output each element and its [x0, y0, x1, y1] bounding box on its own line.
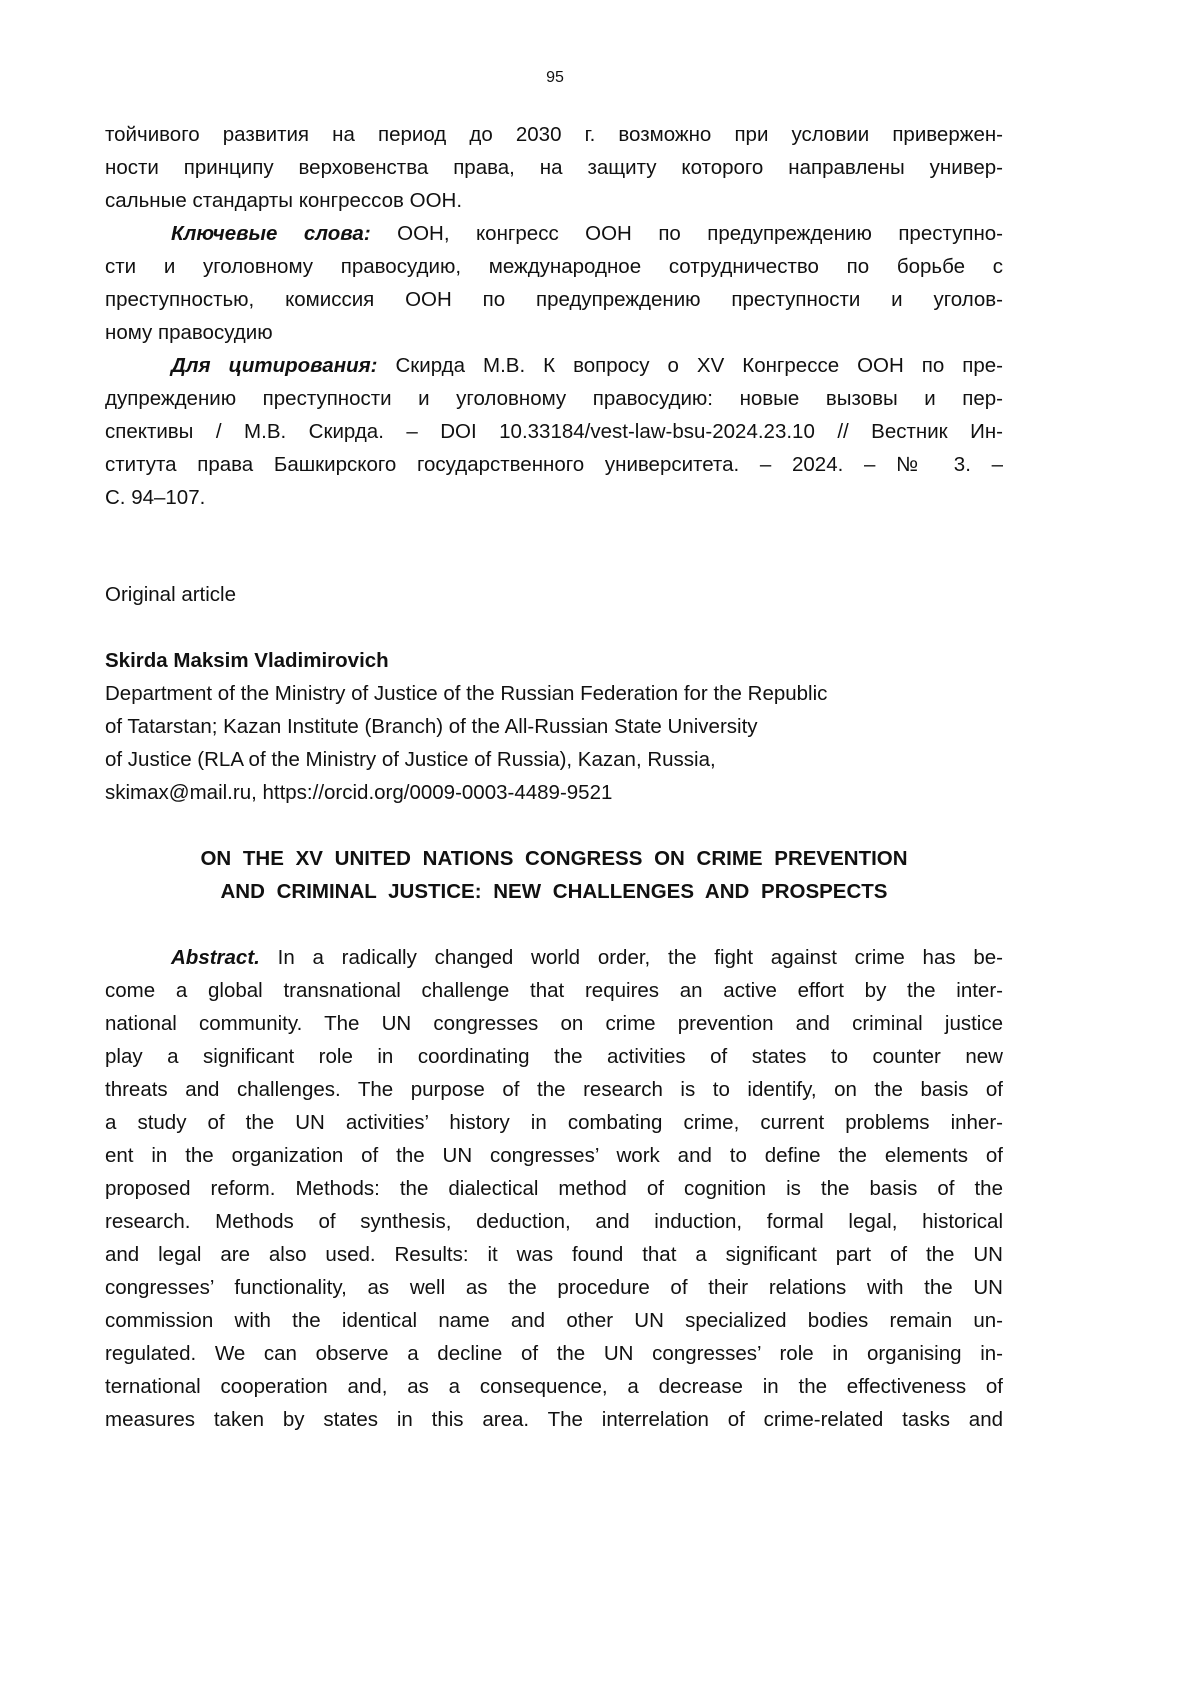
- author-name: Skirda Maksim Vladimirovich: [105, 649, 389, 672]
- text-line: ent in the organization of the UN congresses’ work and to define the elements of: [105, 1144, 1003, 1167]
- affiliation-line: Department of the Ministry of Justice of the Russian Federation for the Republic: [105, 682, 828, 705]
- text-line: ститута права Башкирского государственного университета. – 2024. – № 3. –: [105, 453, 1003, 476]
- text-line: сти и уголовному правосудию, международное сотрудничество по борьбе с: [105, 255, 1003, 278]
- author-block: [105, 644, 1003, 809]
- text-line: national community. The UN congresses on crime prevention and criminal justice: [105, 1012, 1003, 1035]
- text-line: regulated. We can observe a decline of the UN congresses’ role in organising in-: [105, 1342, 1003, 1365]
- title-line: ON THE XV UNITED NATIONS CONGRESS ON CRIME PREVENTION: [200, 847, 908, 870]
- abstract: [105, 941, 1003, 1436]
- article-type: Original article: [105, 583, 237, 606]
- text-line: сальные стандарты конгрессов ООН.: [105, 189, 463, 212]
- text-line: тойчивого развития на период до 2030 г. возможно при условии привержен-: [105, 123, 1003, 146]
- text-line: ному правосудию: [105, 321, 273, 344]
- abstract-label: Abstract.: [171, 946, 260, 969]
- affiliation-line: of Justice (RLA of the Ministry of Justice of Russia), Kazan, Russia,: [105, 748, 716, 771]
- keywords-label: Ключевые слова:: [171, 222, 371, 245]
- page-number: 95: [546, 69, 564, 86]
- text-line: research. Methods of synthesis, deduction, and induction, formal legal, historical: [105, 1210, 1003, 1233]
- text-line: ternational cooperation and, as a consequence, a decrease in the effectiveness of: [105, 1375, 1003, 1398]
- text-line: ности принципу верховенства права, на защиту которого направлены универ-: [105, 156, 1003, 179]
- abstract-first-line: [105, 941, 1003, 974]
- article-title: [105, 842, 1003, 908]
- keywords-text: ООН, конгресс ООН по предупреждению преступно-: [370, 222, 1003, 245]
- text-line: a study of the UN activities’ history in combating crime, current problems inher-: [105, 1111, 1003, 1134]
- citation-label: Для цитирования:: [171, 354, 378, 377]
- author-contacts: skimax@mail.ru, https://orcid.org/0009-0003-4489-9521: [105, 781, 613, 804]
- text-line: proposed reform. Methods: the dialectical method of cognition is the basis of the: [105, 1177, 1003, 1200]
- text-line: threats and challenges. The purpose of the research is to identify, on the basis of: [105, 1078, 1003, 1101]
- text-line: дупреждению преступности и уголовному правосудию: новые вызовы и пер-: [105, 387, 1003, 410]
- russian-section: [105, 118, 1003, 514]
- text-line: преступностью, комиссия ООН по предупреждению преступности и уголов-: [105, 288, 1003, 311]
- page-content: [105, 118, 1003, 1436]
- text-line: спективы / М.В. Скирда. – DOI 10.33184/vest-law-bsu-2024.23.10 // Вестник Ин-: [105, 420, 1003, 443]
- abstract-text: In a radically changed world order, the fight against crime has be-: [259, 946, 1003, 969]
- citation-text: Скирда М.В. К вопросу о XV Конгрессе ООН по пре-: [377, 354, 1003, 377]
- text-line: play a significant role in coordinating the activities of states to counter new: [105, 1045, 1003, 1068]
- text-line: measures taken by states in this area. The interrelation of crime-related tasks and: [105, 1408, 1003, 1431]
- text-line: commission with the identical name and other UN specialized bodies remain un-: [105, 1309, 1003, 1332]
- text-line: come a global transnational challenge that requires an active effort by the inter-: [105, 979, 1003, 1002]
- title-line: AND CRIMINAL JUSTICE: NEW CHALLENGES AND PROSPECTS: [220, 880, 888, 903]
- keywords-line: [105, 217, 1003, 250]
- text-line: С. 94–107.: [105, 486, 206, 509]
- text-line: congresses’ functionality, as well as the procedure of their relations with the UN: [105, 1276, 1003, 1299]
- citation-line: [105, 349, 1003, 382]
- text-line: and legal are also used. Results: it was found that a significant part of the UN: [105, 1243, 1003, 1266]
- affiliation-line: of Tatarstan; Kazan Institute (Branch) of the All-Russian State University: [105, 715, 758, 738]
